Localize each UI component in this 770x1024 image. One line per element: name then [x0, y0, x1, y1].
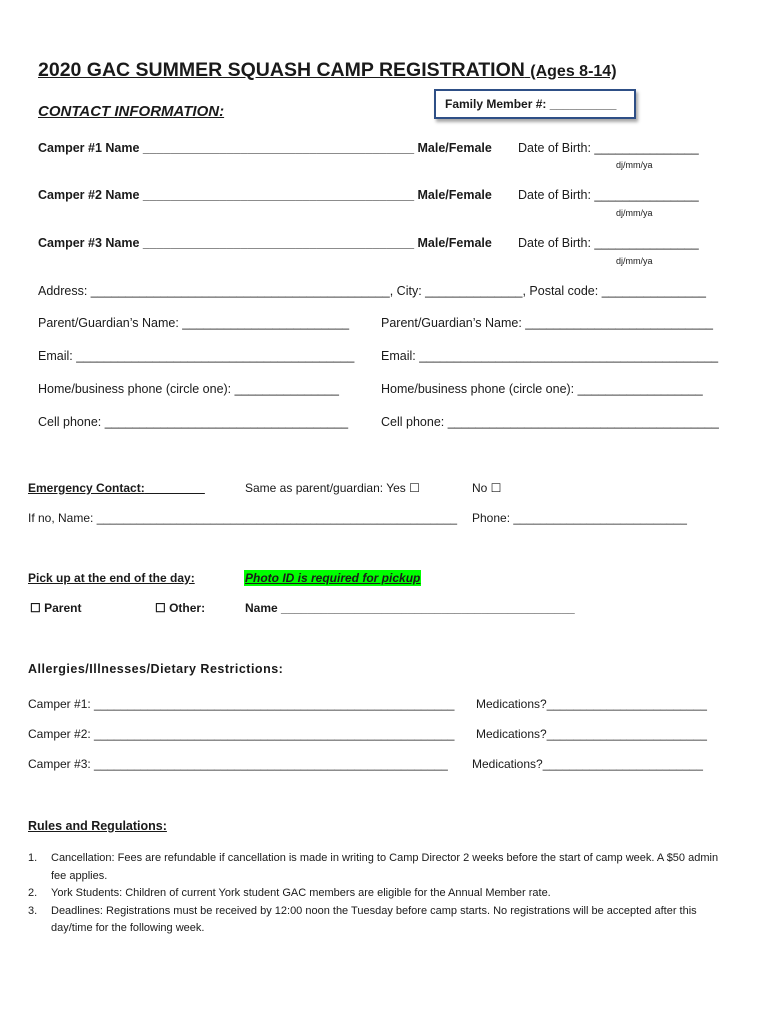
camper-1-date-format: dj/mm/ya	[616, 160, 653, 170]
allergies-header: Allergies/Illnesses/Dietary Restrictions:	[28, 662, 284, 676]
pickup-name-field[interactable]: Name ____________________________________________	[245, 601, 575, 615]
contact-header: CONTACT INFORMATION:	[38, 103, 225, 120]
camper-1-dob-field[interactable]: Date of Birth: _______________	[518, 141, 699, 155]
rules-header: Rules and Regulations:	[28, 819, 167, 833]
rules-list	[28, 850, 728, 938]
page-title: 2020 GAC SUMMER SQUASH CAMP REGISTRATION (Ages 8-14)	[38, 59, 617, 81]
rule-item: 3. Deadlines: Registrations must be received by 12:00 noon the Tuesday before camp starts. No registrations will be accepted after this day/time for the following week.	[28, 904, 697, 934]
rule-item: 1. Cancellation: Fees are refundable if cancellation is made in writing to Camp Director 2 weeks before the start of camp week. A $50 admin fee applies.	[28, 852, 719, 882]
family-member-box[interactable]	[434, 89, 636, 119]
allergies-camper-2-field[interactable]: Camper #2: ______________________________________________________	[28, 727, 455, 741]
camper-2-dob-field[interactable]: Date of Birth: _______________	[518, 188, 699, 202]
allergies-camper-3-field[interactable]: Camper #3: _____________________________________________________	[28, 757, 448, 771]
camper-3-name-field[interactable]: Camper #3 Name _______________________________________ Male/Female	[38, 236, 492, 250]
same-as-guardian-no-checkbox[interactable]: No ☐	[472, 481, 502, 495]
pickup-other-checkbox[interactable]: ☐ Other:	[155, 601, 206, 615]
pickup-label: Pick up at the end of the day:	[28, 571, 195, 585]
pickup-parent-checkbox[interactable]: ☐ Parent	[30, 601, 82, 615]
guardian-2-name-field[interactable]: Parent/Guardian’s Name: ___________________________	[381, 316, 713, 330]
guardian-1-cell-field[interactable]: Cell phone: ___________________________________	[38, 415, 349, 429]
emergency-phone-field[interactable]: Phone: __________________________	[472, 511, 687, 525]
guardian-2-cell-field[interactable]: Cell phone: _______________________________________	[381, 415, 719, 429]
emergency-name-field[interactable]: If no, Name: ______________________________________________________	[28, 511, 458, 525]
same-as-guardian-yes-checkbox[interactable]: Same as parent/guardian: Yes ☐	[245, 481, 420, 495]
camper-2-name-field[interactable]: Camper #2 Name _______________________________________ Male/Female	[38, 188, 492, 202]
medications-camper-1-field[interactable]: Medications?________________________	[476, 697, 707, 711]
guardian-1-name-field[interactable]: Parent/Guardian’s Name: ________________________	[38, 316, 350, 330]
guardian-2-phone-field[interactable]: Home/business phone (circle one): __________________	[381, 382, 703, 396]
family-member-field[interactable]: Family Member #: __________	[445, 97, 617, 111]
camper-2-date-format: dj/mm/ya	[616, 208, 653, 218]
address-field[interactable]: Address: ___________________________________________, City: ______________, Postal code: _______________	[38, 284, 706, 298]
medications-camper-2-field[interactable]: Medications?________________________	[476, 727, 707, 741]
photo-id-notice: Photo ID is required for pickup	[245, 571, 421, 585]
guardian-1-email-field[interactable]: Email: ________________________________________	[38, 349, 355, 363]
guardian-2-email-field[interactable]: Email: ___________________________________________	[381, 349, 719, 363]
guardian-1-phone-field[interactable]: Home/business phone (circle one): _______________	[38, 382, 339, 396]
rule-item: 2. York Students: Children of current York student GAC members are eligible for the Annual Member rate.	[28, 887, 551, 899]
allergies-camper-1-field[interactable]: Camper #1: ______________________________________________________	[28, 697, 455, 711]
camper-3-dob-field[interactable]: Date of Birth: _______________	[518, 236, 699, 250]
medications-camper-3-field[interactable]: Medications?________________________	[472, 757, 703, 771]
emergency-contact-label: Emergency Contact:_________	[28, 481, 205, 495]
camper-1-name-field[interactable]: Camper #1 Name _______________________________________ Male/Female	[38, 141, 492, 155]
camper-3-date-format: dj/mm/ya	[616, 256, 653, 266]
